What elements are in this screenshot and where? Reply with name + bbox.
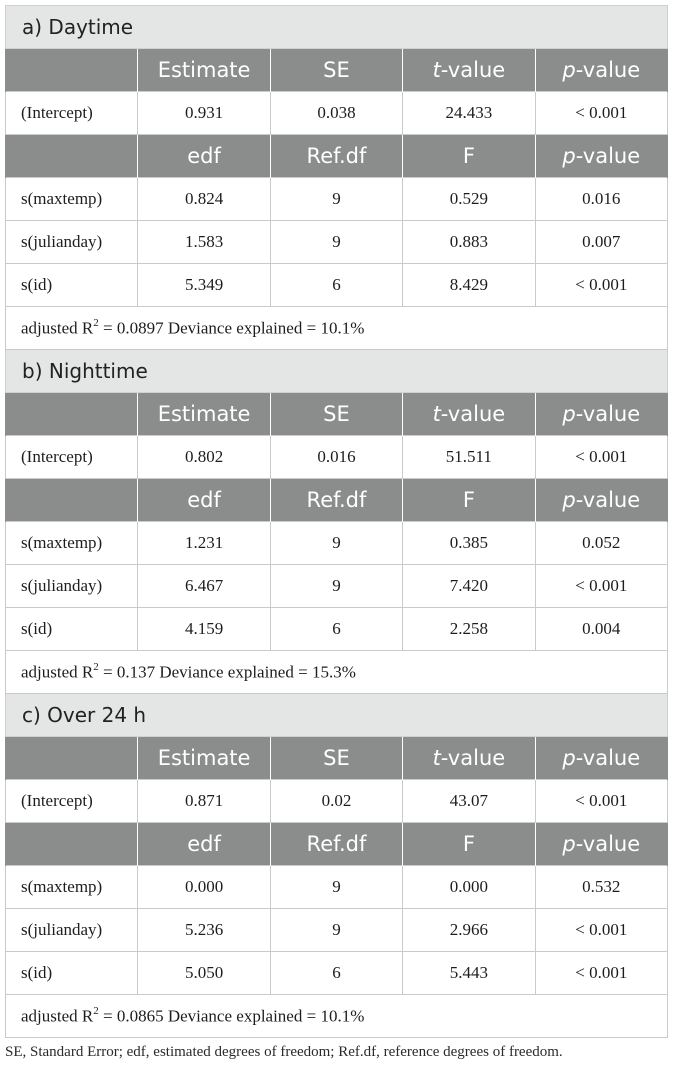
- smooth-row: [6, 264, 668, 307]
- estimate-cell: 0.931: [138, 92, 270, 135]
- row-label: s(maxtemp): [6, 522, 138, 565]
- section-title-row: [6, 694, 668, 737]
- header-p-value: [535, 135, 667, 178]
- smooth-row: [6, 522, 668, 565]
- estimate-cell: 0.802: [138, 436, 270, 479]
- header-t-rest: -value: [440, 746, 506, 770]
- header-estimate: Estimate: [138, 737, 270, 780]
- header-ref-df: Ref.df: [270, 135, 402, 178]
- ref-df-cell: 9: [270, 221, 402, 264]
- t-value-cell: 43.07: [403, 780, 535, 823]
- header-p-rest: -value: [575, 402, 641, 426]
- ref-df-cell: 9: [270, 565, 402, 608]
- header-p-value: [535, 49, 667, 92]
- estimate-cell: 0.871: [138, 780, 270, 823]
- header-p-value: [535, 823, 667, 866]
- results-table-container: [5, 5, 668, 1038]
- row-label: (Intercept): [6, 436, 138, 479]
- smooth-row: [6, 178, 668, 221]
- parametric-header-row: [6, 393, 668, 436]
- model-fit-row: [6, 651, 668, 694]
- header-t-rest: -value: [440, 58, 506, 82]
- header-p-rest: -value: [575, 58, 641, 82]
- header-estimate: Estimate: [138, 49, 270, 92]
- p-value-cell: < 0.001: [535, 909, 667, 952]
- header-t-value: [403, 737, 535, 780]
- header-f: F: [403, 479, 535, 522]
- header-t-value: [403, 49, 535, 92]
- smooth-row: [6, 866, 668, 909]
- row-label: s(julianday): [6, 221, 138, 264]
- header-se: SE: [270, 49, 402, 92]
- header-t-rest: -value: [440, 402, 506, 426]
- header-p-italic: p: [562, 58, 576, 82]
- header-t-italic: t: [432, 746, 441, 770]
- row-label: s(maxtemp): [6, 866, 138, 909]
- p-value-cell: < 0.001: [535, 952, 667, 995]
- section-title-row: [6, 350, 668, 393]
- p-value-cell: < 0.001: [535, 92, 667, 135]
- f-cell: 2.966: [403, 909, 535, 952]
- edf-cell: 0.824: [138, 178, 270, 221]
- header-blank: [6, 479, 138, 522]
- fit-suffix: = 0.137 Deviance explained = 15.3%: [98, 662, 356, 682]
- table-footnote: SE, Standard Error; edf, estimated degrees of freedom; Ref.df, reference degrees of freedom.: [5, 1044, 563, 1060]
- header-t-value: [403, 393, 535, 436]
- fit-superscript: 2: [93, 660, 99, 673]
- fit-suffix: = 0.0865 Deviance explained = 10.1%: [98, 1006, 365, 1026]
- model-fit-note: [6, 307, 668, 350]
- smooth-row: [6, 952, 668, 995]
- header-blank: [6, 49, 138, 92]
- p-value-cell: < 0.001: [535, 436, 667, 479]
- edf-cell: 1.231: [138, 522, 270, 565]
- header-blank: [6, 393, 138, 436]
- p-value-cell: 0.052: [535, 522, 667, 565]
- row-label: s(id): [6, 264, 138, 307]
- header-f: F: [403, 135, 535, 178]
- se-cell: 0.02: [270, 780, 402, 823]
- header-p-rest: -value: [575, 746, 641, 770]
- model-fit-row: [6, 995, 668, 1038]
- p-value-cell: 0.004: [535, 608, 667, 651]
- se-cell: 0.016: [270, 436, 402, 479]
- header-t-italic: t: [432, 58, 441, 82]
- header-blank: [6, 737, 138, 780]
- model-fit-row: [6, 307, 668, 350]
- section-title: a) Daytime: [6, 6, 668, 49]
- header-p-rest: -value: [575, 488, 641, 512]
- smooth-header-row: [6, 823, 668, 866]
- header-se: SE: [270, 393, 402, 436]
- row-label: (Intercept): [6, 780, 138, 823]
- smooth-row: [6, 565, 668, 608]
- parametric-header-row: [6, 737, 668, 780]
- header-ref-df: Ref.df: [270, 479, 402, 522]
- ref-df-cell: 6: [270, 608, 402, 651]
- header-t-italic: t: [432, 402, 441, 426]
- section-title: c) Over 24 h: [6, 694, 668, 737]
- header-p-value: [535, 393, 667, 436]
- intercept-row: [6, 780, 668, 823]
- fit-prefix: adjusted R: [21, 662, 94, 682]
- header-p-italic: p: [562, 746, 576, 770]
- header-edf: edf: [138, 823, 270, 866]
- smooth-row: [6, 221, 668, 264]
- p-value-cell: 0.007: [535, 221, 667, 264]
- edf-cell: 5.236: [138, 909, 270, 952]
- header-p-value: [535, 737, 667, 780]
- fit-prefix: adjusted R: [21, 1006, 94, 1026]
- f-cell: 2.258: [403, 608, 535, 651]
- fit-superscript: 2: [93, 1004, 99, 1017]
- smooth-row: [6, 909, 668, 952]
- p-value-cell: 0.016: [535, 178, 667, 221]
- gam-results-table: [5, 5, 668, 1038]
- header-p-value: [535, 479, 667, 522]
- edf-cell: 0.000: [138, 866, 270, 909]
- header-ref-df: Ref.df: [270, 823, 402, 866]
- t-value-cell: 24.433: [403, 92, 535, 135]
- row-label: s(julianday): [6, 565, 138, 608]
- ref-df-cell: 9: [270, 522, 402, 565]
- f-cell: 0.883: [403, 221, 535, 264]
- ref-df-cell: 9: [270, 866, 402, 909]
- header-edf: edf: [138, 479, 270, 522]
- row-label: s(id): [6, 952, 138, 995]
- f-cell: 8.429: [403, 264, 535, 307]
- intercept-row: [6, 92, 668, 135]
- row-label: s(id): [6, 608, 138, 651]
- row-label: (Intercept): [6, 92, 138, 135]
- ref-df-cell: 9: [270, 909, 402, 952]
- ref-df-cell: 9: [270, 178, 402, 221]
- header-estimate: Estimate: [138, 393, 270, 436]
- p-value-cell: < 0.001: [535, 264, 667, 307]
- ref-df-cell: 6: [270, 264, 402, 307]
- f-cell: 5.443: [403, 952, 535, 995]
- f-cell: 0.529: [403, 178, 535, 221]
- smooth-row: [6, 608, 668, 651]
- p-value-cell: 0.532: [535, 866, 667, 909]
- intercept-row: [6, 436, 668, 479]
- header-p-rest: -value: [575, 144, 641, 168]
- header-p-italic: p: [562, 832, 576, 856]
- header-p-italic: p: [562, 402, 576, 426]
- parametric-header-row: [6, 49, 668, 92]
- f-cell: 0.385: [403, 522, 535, 565]
- se-cell: 0.038: [270, 92, 402, 135]
- header-se: SE: [270, 737, 402, 780]
- fit-superscript: 2: [93, 316, 99, 329]
- fit-prefix: adjusted R: [21, 318, 94, 338]
- fit-suffix: = 0.0897 Deviance explained = 10.1%: [98, 318, 365, 338]
- smooth-header-row: [6, 135, 668, 178]
- model-fit-note: [6, 995, 668, 1038]
- header-p-rest: -value: [575, 832, 641, 856]
- t-value-cell: 51.511: [403, 436, 535, 479]
- smooth-header-row: [6, 479, 668, 522]
- f-cell: 7.420: [403, 565, 535, 608]
- section-title: b) Nighttime: [6, 350, 668, 393]
- model-fit-note: [6, 651, 668, 694]
- header-p-italic: p: [562, 144, 576, 168]
- ref-df-cell: 6: [270, 952, 402, 995]
- header-blank: [6, 135, 138, 178]
- p-value-cell: < 0.001: [535, 780, 667, 823]
- edf-cell: 1.583: [138, 221, 270, 264]
- header-edf: edf: [138, 135, 270, 178]
- section-title-row: [6, 6, 668, 49]
- row-label: s(julianday): [6, 909, 138, 952]
- header-blank: [6, 823, 138, 866]
- f-cell: 0.000: [403, 866, 535, 909]
- edf-cell: 5.050: [138, 952, 270, 995]
- row-label: s(maxtemp): [6, 178, 138, 221]
- header-p-italic: p: [562, 488, 576, 512]
- edf-cell: 5.349: [138, 264, 270, 307]
- header-f: F: [403, 823, 535, 866]
- edf-cell: 4.159: [138, 608, 270, 651]
- p-value-cell: < 0.001: [535, 565, 667, 608]
- edf-cell: 6.467: [138, 565, 270, 608]
